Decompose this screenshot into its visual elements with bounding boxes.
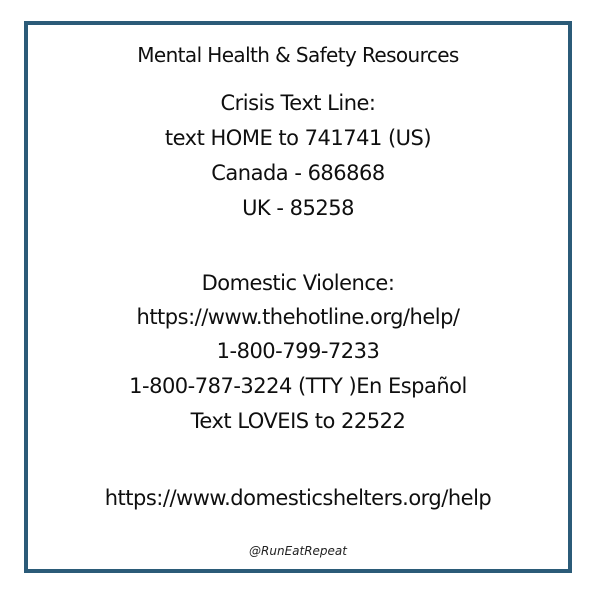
hotline-phone: 1-800-799-7233 [216, 339, 380, 363]
resource-card [24, 21, 572, 573]
card-title: Mental Health & Safety Resources [137, 43, 459, 67]
hotline-tty-phone: 1-800-787-3224 (TTY )En Español [129, 374, 467, 398]
hotline-url-link[interactable]: https://www.thehotline.org/help/ [136, 305, 460, 329]
shelters-url-link[interactable]: https://www.domesticshelters.org/help [104, 486, 492, 510]
crisis-canada-line: Canada - 686868 [211, 161, 385, 185]
crisis-heading: Crisis Text Line: [220, 91, 376, 115]
crisis-uk-line: UK - 85258 [242, 196, 354, 220]
author-handle: @RunEatRepeat [249, 544, 347, 558]
domestic-heading: Domestic Violence: [201, 271, 395, 295]
loveis-text-line: Text LOVEIS to 22522 [190, 409, 406, 433]
crisis-us-line: text HOME to 741741 (US) [164, 126, 432, 150]
